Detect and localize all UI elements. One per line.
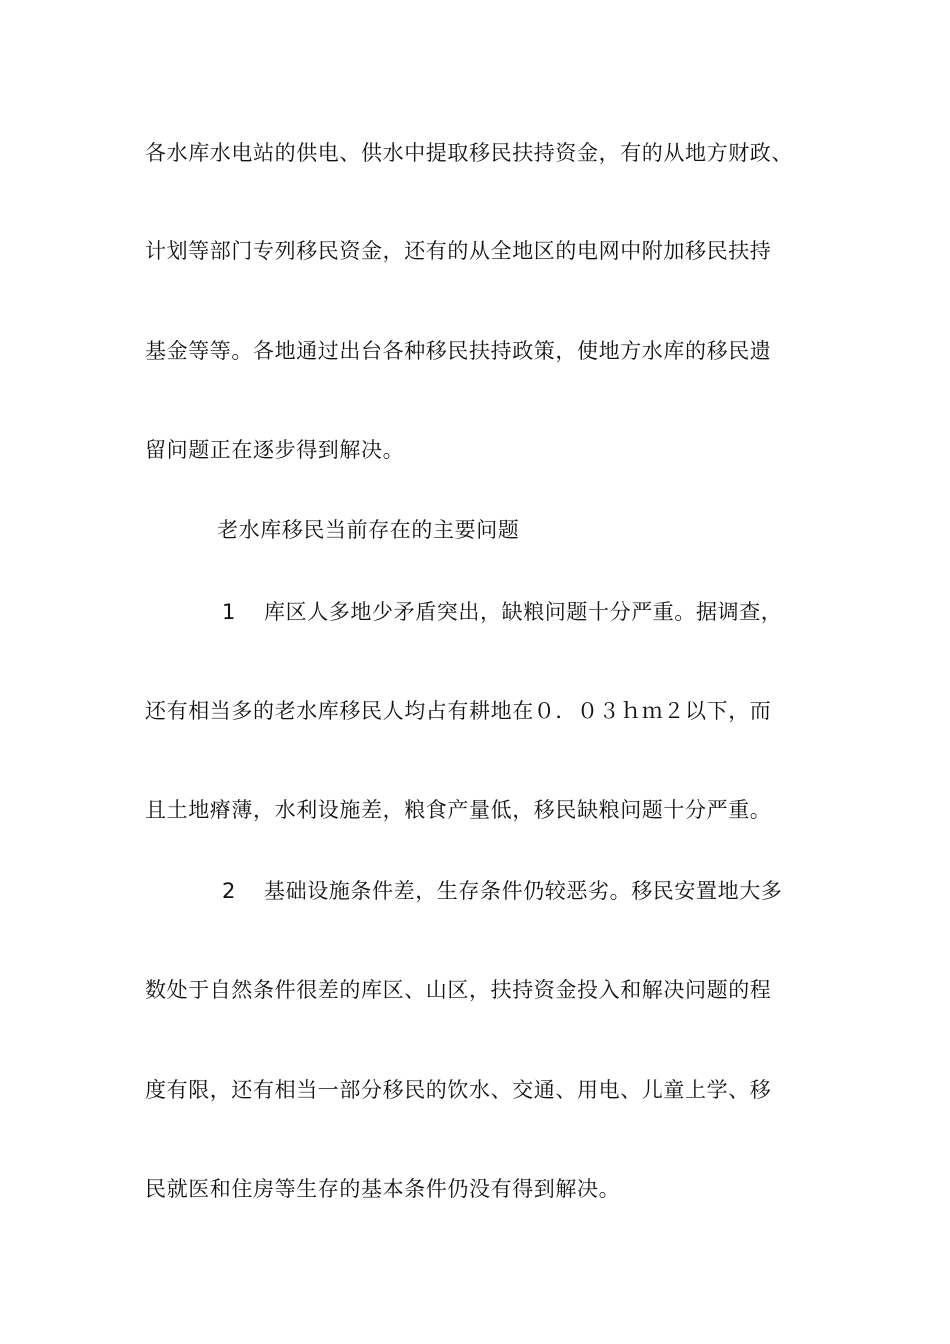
section-heading: 老水库移民当前存在的主要问题 — [217, 518, 520, 542]
paragraph-line: 基金等等。各地通过出台各种移民扶持政策，使地方水库的移民遗 — [145, 339, 772, 363]
list-number: 1 — [222, 600, 236, 624]
paragraph-line: 各水库水电站的供电、供水中提取移民扶持资金，有的从地方财政、 — [145, 141, 793, 165]
list-item-text: 基础设施条件差，生存条件仍较恶劣。移民安置地大多 — [264, 879, 783, 903]
paragraph-line: 数处于自然条件很差的库区、山区，扶持资金投入和解决问题的程 — [145, 978, 772, 1002]
list-item-text: 库区人多地少矛盾突出，缺粮问题十分严重。据调查， — [264, 600, 783, 624]
paragraph-line: 且土地瘠薄，水利设施差，粮食产量低，移民缺粮问题十分严重。 — [145, 798, 772, 822]
list-item-1-first-line — [222, 598, 782, 626]
paragraph-line: 还有相当多的老水库移民人均占有耕地在０．０３ｈｍ２以下，而 — [145, 699, 772, 723]
paragraph-line: 留问题正在逐步得到解决。 — [145, 438, 405, 462]
paragraph-line: 度有限，还有相当一部分移民的饮水、交通、用电、儿童上学、移 — [145, 1078, 772, 1102]
list-item-2-first-line — [222, 877, 782, 905]
paragraph-line: 计划等部门专列移民资金，还有的从全地区的电网中附加移民扶持 — [145, 239, 772, 263]
list-number: 2 — [222, 879, 236, 903]
paragraph-line: 民就医和住房等生存的基本条件仍没有得到解决。 — [145, 1177, 621, 1201]
